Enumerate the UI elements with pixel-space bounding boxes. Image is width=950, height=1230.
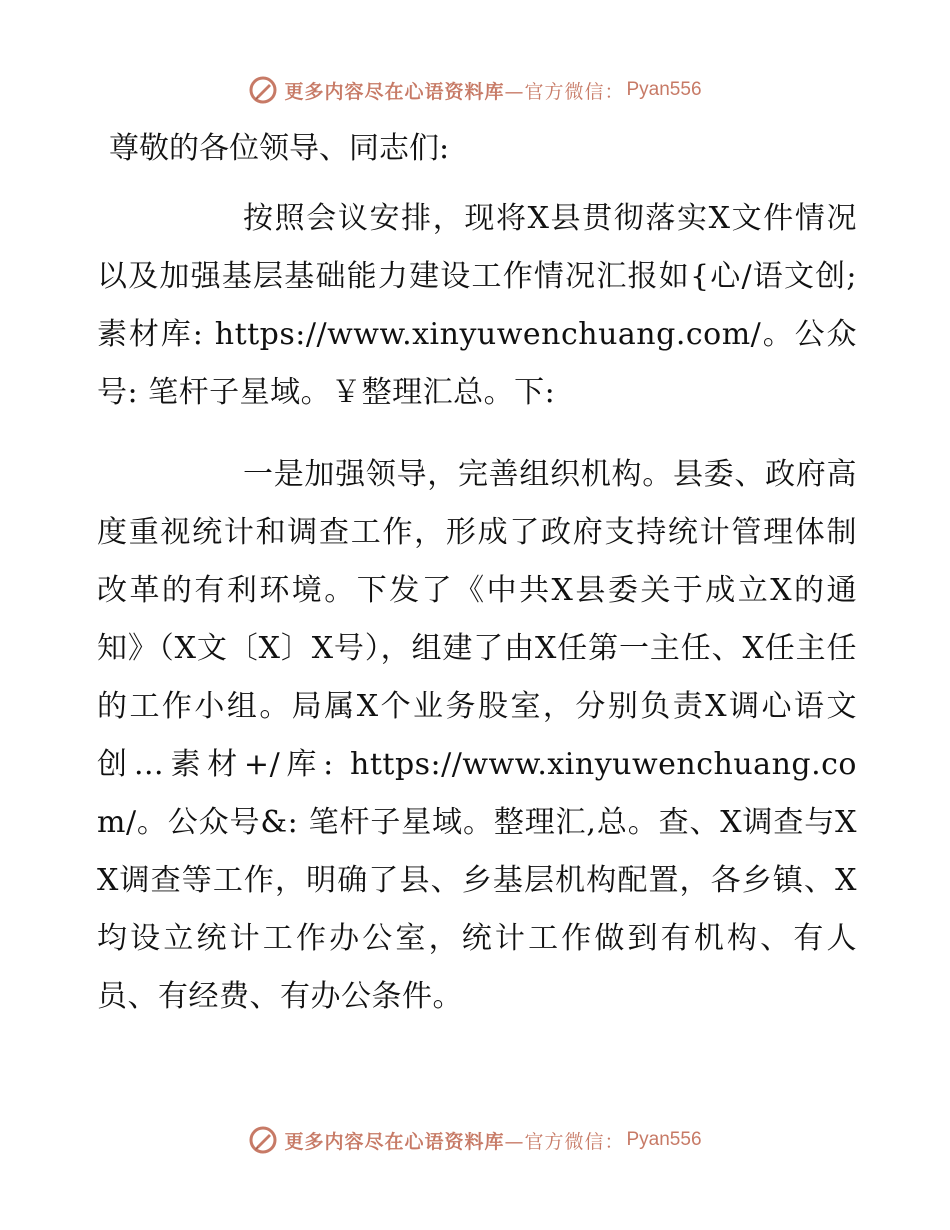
footer-watermark-banner <box>0 1120 950 1160</box>
banner-main-text: 更多内容尽在心语资料库 <box>284 80 505 103</box>
salutation: 尊敬的各位领导、同志们: <box>109 131 450 166</box>
pen-logo-icon <box>248 1125 278 1155</box>
banner-official-label: —官方微信： <box>504 1130 625 1153</box>
pen-logo-icon <box>248 75 278 105</box>
paragraph-intro: 按照会议安排，现将X县贯彻落实X文件情况以及加强基层基础能力建设工作情况汇报如{心/语文创;素材库: https://www.xinyuwenchuang.com/。公众号: 笔杆子星域。￥整理汇总。下: <box>97 201 857 410</box>
banner-official-label: —官方微信： <box>504 80 625 103</box>
banner-wechat-id: Pyan556 <box>626 1129 702 1150</box>
banner-main-text: 更多内容尽在心语资料库 <box>284 1130 505 1153</box>
banner-wechat-id: Pyan556 <box>626 79 702 100</box>
header-watermark-banner <box>0 70 950 110</box>
document-body <box>97 120 857 1026</box>
paragraph-leadership: 一是加强领导，完善组织机构。县委、政府高度重视统计和调查工作，形成了政府支持统计管理体制改革的有利环境。下发了《中共X县委关于成立X的通知》（X文〔X〕X号），组建了由X任第一主任、X任主任的工作小组。局属X个业务股室，分别负责X调心语文创…素材+/库: https://www.xinyuwenchuang.com/。公众号&: 笔杆子星域。整理汇,总。查、X调查与XX调查等工作，明确了县、乡基层机构配置，各乡镇、X均设立统计工作办公室，统计工作做到有机构、有人员、有经费、有办公条件。 <box>97 457 857 1014</box>
